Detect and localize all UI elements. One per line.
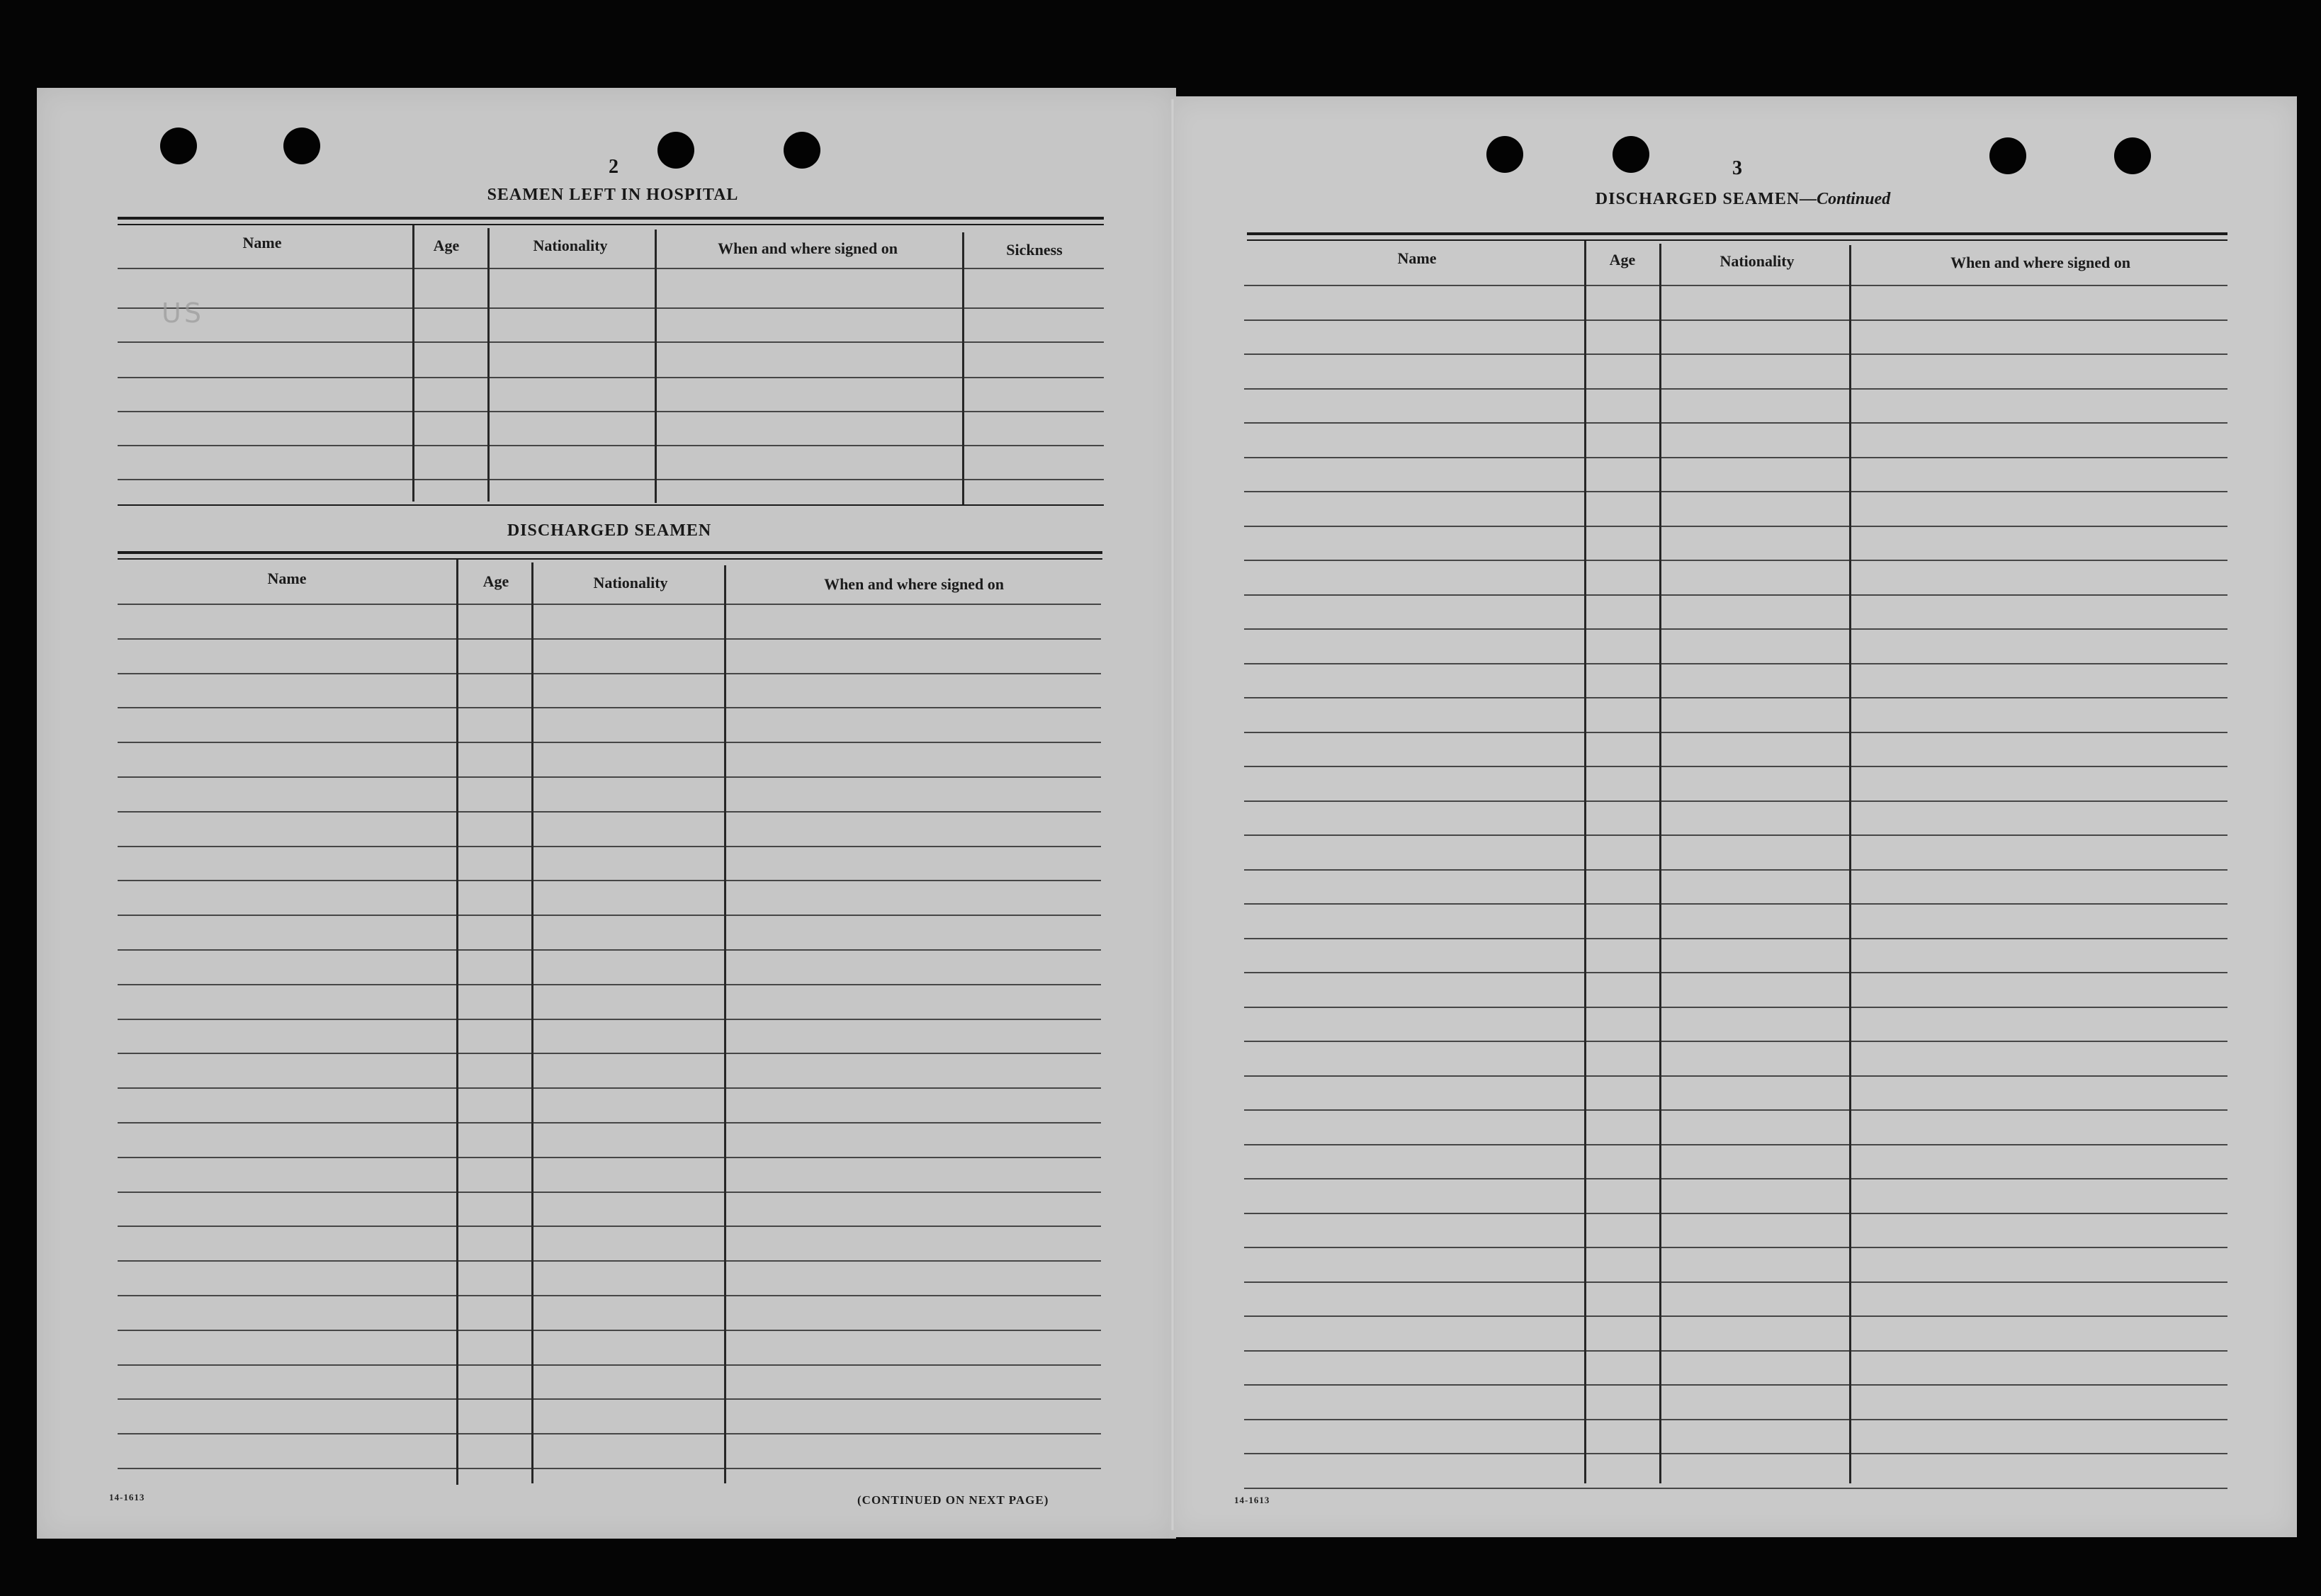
punch-hole: [1613, 136, 1649, 173]
column-divider: [1849, 245, 1851, 1483]
table-row: [1244, 697, 2227, 698]
table-row: [1244, 938, 2227, 939]
column-header-nationality: Nationality: [533, 237, 608, 254]
table-row: [118, 1260, 1101, 1262]
column-header-nationality: Nationality: [593, 574, 668, 592]
table-row: [1244, 1281, 2227, 1283]
table-row: [1244, 628, 2227, 630]
table-row: [118, 707, 1101, 708]
form-number: 14-1613: [109, 1492, 145, 1502]
punch-hole: [657, 132, 694, 169]
table-row: [1244, 1453, 2227, 1454]
table-row: [1244, 594, 2227, 596]
table-row: [1244, 972, 2227, 973]
table-row: [1244, 285, 2227, 286]
table-row: [118, 377, 1104, 378]
column-divider: [1584, 241, 1586, 1483]
table-row: [118, 1330, 1101, 1331]
table-row: [118, 673, 1101, 674]
continued-note: (CONTINUED ON NEXT PAGE): [857, 1493, 1049, 1507]
table-row: [118, 1053, 1101, 1054]
hospital-top-rule: [118, 224, 1104, 225]
table-row: [118, 1398, 1101, 1400]
column-header-age: Age: [433, 237, 460, 254]
punch-hole: [1989, 137, 2026, 174]
section-title-text: DISCHARGED SEAMEN: [1595, 190, 1800, 208]
table-row: [1244, 663, 2227, 664]
table-row: [118, 846, 1101, 847]
table-row: [118, 811, 1101, 813]
section-title-suffix: —Continued: [1800, 190, 1891, 208]
table-row: [1244, 457, 2227, 458]
table-row: [1244, 1488, 2227, 1489]
table-row: [118, 1295, 1101, 1296]
right-page: [1169, 96, 2297, 1537]
column-divider: [655, 230, 657, 503]
table-row: [1244, 1419, 2227, 1420]
table-row: [1244, 1384, 2227, 1386]
table-row: [1244, 560, 2227, 561]
table-row: [118, 1087, 1101, 1089]
table-row: [118, 1122, 1101, 1124]
column-header-age: Age: [1609, 251, 1636, 268]
table-row: [118, 742, 1101, 743]
table-row: [1244, 732, 2227, 733]
faint-stamp: US: [162, 298, 204, 329]
punch-hole: [2114, 137, 2151, 174]
table-row: [1244, 1075, 2227, 1077]
table-row: [118, 1157, 1101, 1158]
section-title-discharged-continued: [1559, 190, 1927, 209]
column-header-name: Name: [1397, 249, 1437, 267]
table-row: [1244, 491, 2227, 492]
table-row: [1244, 422, 2227, 424]
table-row: [118, 1468, 1101, 1469]
table-row: [1244, 1178, 2227, 1179]
table-row: [118, 445, 1104, 446]
discharged-top-rule: [1247, 239, 2227, 241]
column-divider: [412, 225, 414, 502]
table-row: [118, 638, 1101, 640]
table-row: [1244, 766, 2227, 767]
hospital-top-rule: [118, 217, 1104, 220]
table-row: [118, 1364, 1101, 1366]
page-number: 3: [1732, 157, 1742, 179]
discharged-top-rule: [1247, 232, 2227, 235]
table-row: [118, 880, 1101, 881]
form-number: 14-1613: [1234, 1495, 1270, 1505]
punch-hole: [784, 132, 820, 169]
discharged-top-rule: [118, 558, 1102, 560]
column-header-nationality: Nationality: [1719, 252, 1795, 270]
section-title-discharged: DISCHARGED SEAMEN: [507, 521, 712, 540]
column-header-name: Name: [267, 570, 307, 587]
table-row: [1244, 319, 2227, 321]
table-row: [1244, 800, 2227, 802]
left-page: [37, 88, 1176, 1539]
page-number: 2: [609, 156, 619, 178]
section-title-hospital: SEAMEN LEFT IN HOSPITAL: [487, 186, 739, 204]
table-row: [118, 776, 1101, 778]
column-divider: [724, 565, 726, 1483]
table-row: [118, 1433, 1101, 1434]
table-row: [1244, 1007, 2227, 1008]
column-divider: [962, 232, 964, 506]
table-row: [118, 915, 1101, 916]
table-row: [1244, 353, 2227, 355]
table-row: [1244, 834, 2227, 836]
column-divider: [456, 560, 458, 1485]
table-row: [1244, 526, 2227, 527]
table-row: [118, 1019, 1101, 1020]
punch-hole: [1486, 136, 1523, 173]
column-divider: [531, 562, 533, 1483]
column-header-signed-on: When and where signed on: [1950, 254, 2130, 271]
table-row: [118, 984, 1101, 985]
table-row: [1244, 1315, 2227, 1317]
punch-hole: [160, 128, 197, 164]
table-row: [1244, 388, 2227, 390]
table-row: [118, 341, 1104, 343]
table-row: [1244, 1041, 2227, 1042]
table-row: [118, 268, 1104, 269]
table-row: [1244, 1109, 2227, 1111]
table-row: [118, 1192, 1101, 1193]
column-divider: [1659, 244, 1661, 1483]
hospital-bottom-rule: [118, 504, 1104, 506]
column-header-name: Name: [242, 234, 282, 251]
column-header-sickness: Sickness: [1006, 241, 1063, 259]
page-fold: [1170, 99, 1175, 1530]
column-header-signed-on: When and where signed on: [824, 575, 1004, 593]
table-row: [118, 1226, 1101, 1227]
table-row: [118, 411, 1104, 412]
table-row: [1244, 869, 2227, 871]
table-row: [1244, 1144, 2227, 1145]
table-row: [1244, 1350, 2227, 1352]
table-row: [118, 949, 1101, 951]
table-row: [1244, 1247, 2227, 1248]
table-row: [118, 307, 1104, 309]
column-header-signed-on: When and where signed on: [718, 239, 898, 257]
column-header-age: Age: [482, 572, 509, 590]
table-row: [118, 479, 1104, 480]
table-row: [118, 604, 1101, 605]
punch-hole: [283, 128, 320, 164]
table-row: [1244, 903, 2227, 905]
discharged-top-rule: [118, 551, 1102, 554]
table-row: [1244, 1213, 2227, 1214]
